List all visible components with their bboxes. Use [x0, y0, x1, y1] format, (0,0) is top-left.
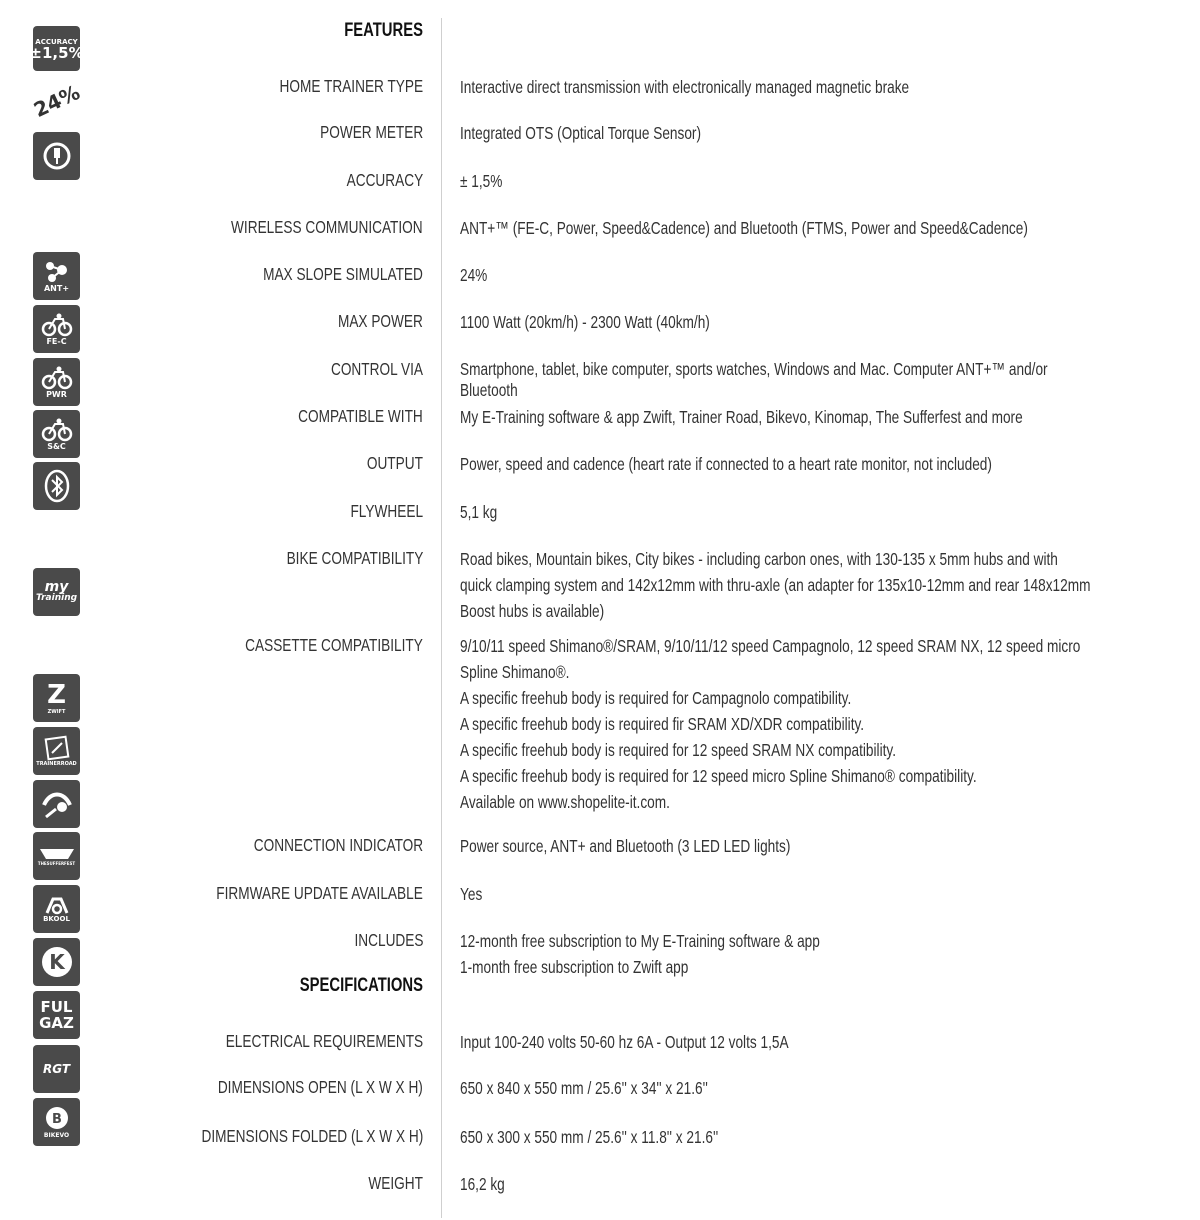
feature-value: 5,1 kg [460, 502, 498, 522]
feature-label: INCLUDES [353, 930, 423, 950]
fulgaz-icon: FUL GAZ [33, 991, 80, 1039]
feature-label: FLYWHEEL [350, 501, 423, 521]
spec-label: ELECTRICAL REQUIREMENTS [225, 1031, 423, 1051]
spec-value: 650 x 840 x 550 mm / 25.6'' x 34'' x 21.6'' [460, 1078, 708, 1098]
feature-label: ACCURACY [346, 170, 423, 190]
feature-value: Interactive direct transmission with electronically managed magnetic brake [460, 77, 910, 97]
feature-value: Road bikes, Mountain bikes, City bikes - including carbon ones, with 130-135 x 5mm hubs and with quick clamping system and 142x12mm with thru-axle (an adapter for 135x10-12mm and rear 148x12mm Boost hubs is available) [460, 549, 1091, 621]
feature-label: CONTROL VIA [330, 359, 423, 379]
feature-label: POWER METER [319, 122, 423, 142]
bikevo-icon: B BIKEVO [33, 1098, 80, 1146]
bkool-icon: BKOOL [33, 885, 80, 933]
my-etraining-icon: my Training [33, 568, 80, 616]
bluetooth-icon [33, 462, 80, 510]
kinomap-icon [33, 938, 80, 986]
slope-24-icon: 24% [33, 77, 80, 125]
svg-text:B: B [51, 1111, 62, 1127]
ant-plus-icon: ANT+ [33, 252, 80, 300]
spec-label: DIMENSIONS OPEN (L X W X H) [217, 1077, 423, 1097]
feature-label: MAX SLOPE SIMULATED [263, 264, 423, 284]
feature-value: ± 1,5% [460, 171, 503, 191]
speed-cadence-icon: S&C [33, 410, 80, 458]
svg-text:K: K [48, 950, 65, 974]
rgt-icon: RGT [33, 1045, 80, 1093]
column-divider [441, 18, 442, 1218]
feature-value: Yes [460, 884, 483, 904]
feature-value: Power source, ANT+ and Bluetooth (3 LED LED lights) [460, 836, 791, 856]
feature-value: 24% [460, 265, 488, 285]
power-plug-icon [33, 132, 80, 180]
feature-label: OUTPUT [366, 453, 423, 473]
accuracy-badge-icon: ACCURACY ±1,5% [33, 26, 80, 71]
specifications-heading: SPECIFICATIONS [299, 975, 423, 996]
feature-label: MAX POWER [338, 311, 423, 331]
spec-value: Input 100-240 volts 50-60 hz 6A - Output 12 volts 1,5A [460, 1032, 789, 1052]
feature-label: FIRMWARE UPDATE AVAILABLE [216, 883, 423, 903]
feature-value: 9/10/11 speed Shimano®/SRAM, 9/10/11/12 speed Campagnolo, 12 speed SRAM NX, 12 speed micro Spline Shimano®. A specific freehub body is required for Campagnolo compatibility. A specific freehub body is required fir SRAM XD/XDR compatibility. A specific freehub body is required for 12 speed SRAM NX compatibility. A specific freehub body is required for 12 speed micro Spline Shimano® compatibility. Available on www.shopelite-it.com. [460, 636, 1081, 812]
feature-value: My E-Training software & app Zwift, Trainer Road, Bikevo, Kinomap, The Sufferfest and more [460, 407, 1023, 427]
fe-c-icon: FE-C [33, 305, 80, 353]
zwift-icon: Z ZWIFT [33, 674, 80, 722]
feature-label: CONNECTION INDICATOR [253, 835, 423, 855]
feature-value: 1100 Watt (20km/h) - 2300 Watt (40km/h) [460, 312, 710, 332]
features-heading: FEATURES [344, 20, 423, 41]
spec-value: 650 x 300 x 550 mm / 25.6'' x 11.8'' x 21.6'' [460, 1127, 719, 1147]
pwr-icon: PWR [33, 358, 80, 406]
feature-label: COMPATIBLE WITH [298, 406, 423, 426]
kinomap-rider-icon [33, 780, 80, 828]
feature-label: WIRELESS COMMUNICATION [231, 217, 423, 237]
feature-label: CASSETTE COMPATIBILITY [245, 635, 423, 655]
spec-value: 16,2 kg [460, 1174, 505, 1194]
trainerroad-icon: TRAINERROAD [33, 727, 80, 775]
feature-label: BIKE COMPATIBILITY [286, 548, 423, 568]
feature-value: Power, speed and cadence (heart rate if connected to a heart rate monitor, not included) [460, 454, 992, 474]
feature-value: Integrated OTS (Optical Torque Sensor) [460, 123, 702, 143]
spec-label: DIMENSIONS FOLDED (L X W X H) [201, 1126, 423, 1146]
feature-label: HOME TRAINER TYPE [279, 76, 423, 96]
spec-label: WEIGHT [368, 1173, 423, 1193]
feature-value: Smartphone, tablet, bike computer, sports watches, Windows and Mac. Computer ANT+™ and/or Bluetooth [460, 359, 1048, 400]
sufferfest-icon: THESUFFERFEST [33, 832, 80, 880]
feature-value: 12-month free subscription to My E-Training software & app 1-month free subscription to Zwift app [460, 931, 820, 977]
feature-value: ANT+™ (FE-C, Power, Speed&Cadence) and Bluetooth (FTMS, Power and Speed&Cadence) [460, 218, 1028, 238]
